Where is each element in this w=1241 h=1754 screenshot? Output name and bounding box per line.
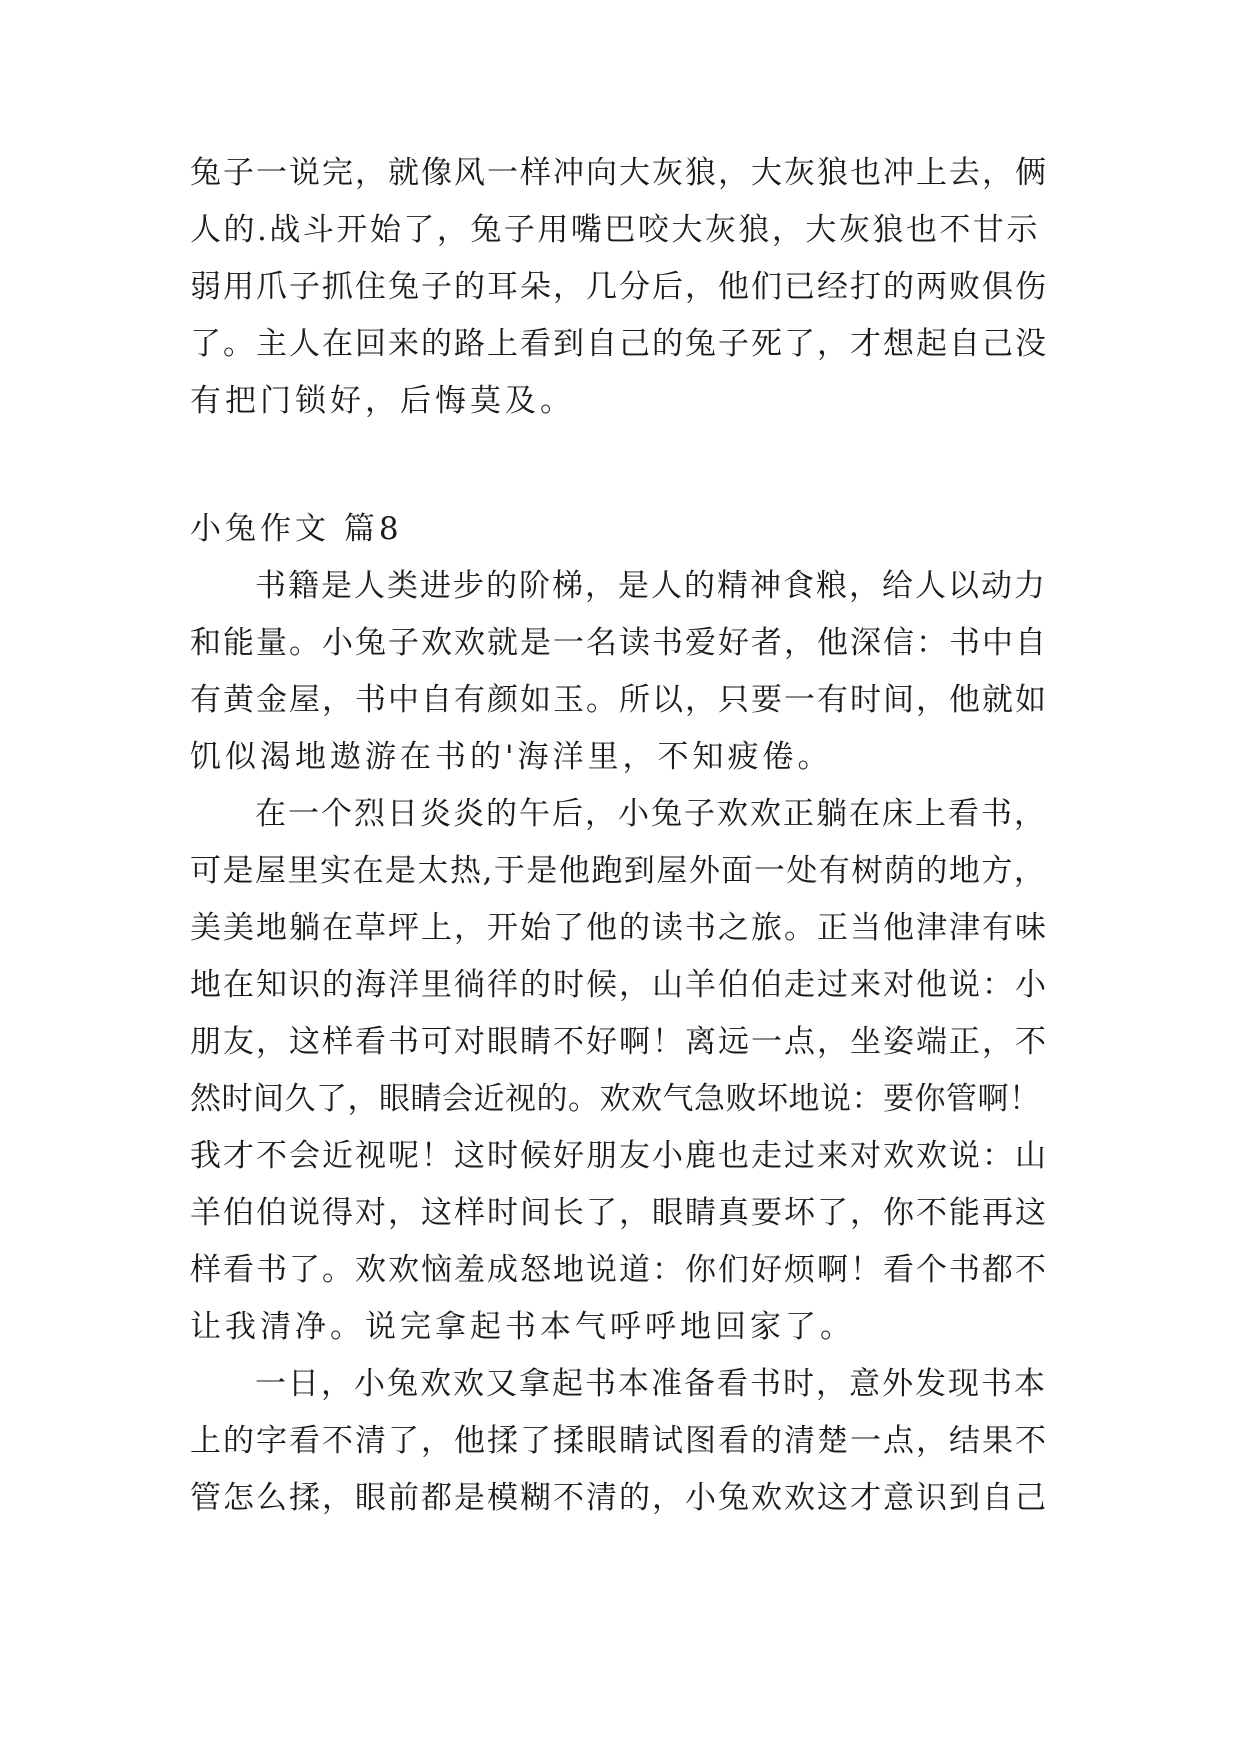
paragraph-line: 上的字看不清了，他揉了揉眼睛试图看的清楚一点，结果不 bbox=[190, 1423, 1048, 1459]
paragraph-line: 兔子一说完，就像风一样冲向大灰狼，大灰狼也冲上去，俩 bbox=[190, 155, 1048, 191]
paragraph-line: 然时间久了，眼睛会近视的。欢欢气急败坏地说：要你管啊！ bbox=[190, 1081, 1041, 1117]
paragraph-line: 样看书了。欢欢恼羞成怒地说道：你们好烦啊！看个书都不 bbox=[190, 1252, 1048, 1288]
section-heading: 小兔作文 篇8 bbox=[190, 511, 403, 547]
paragraph-line: 羊伯伯说得对，这样时间长了，眼睛真要坏了，你不能再这 bbox=[190, 1195, 1048, 1231]
paragraph-line: 可是屋里实在是太热,于是他跑到屋外面一处有树荫的地方， bbox=[190, 853, 1047, 889]
paragraph-line: 饥似渴地遨游在书的'海洋里，不知疲倦。 bbox=[190, 739, 833, 775]
paragraph-line: 有黄金屋，书中自有颜如玉。所以，只要一有时间，他就如 bbox=[190, 682, 1048, 718]
paragraph-line: 有把门锁好，后悔莫及。 bbox=[190, 383, 575, 419]
paragraph-line: 朋友，这样看书可对眼睛不好啊！离远一点，坐姿端正，不 bbox=[190, 1024, 1048, 1060]
paragraph-line: 管怎么揉，眼前都是模糊不清的，小兔欢欢这才意识到自己 bbox=[190, 1480, 1048, 1516]
paragraph-line: 美美地躺在草坪上，开始了他的读书之旅。正当他津津有味 bbox=[190, 910, 1048, 946]
paragraph-line: 书籍是人类进步的阶梯，是人的精神食粮，给人以动力 bbox=[255, 568, 1047, 604]
paragraph-line: 弱用爪子抓住兔子的耳朵，几分后，他们已经打的两败俱伤 bbox=[190, 269, 1048, 305]
paragraph-line: 我才不会近视呢！这时候好朋友小鹿也走过来对欢欢说：山 bbox=[190, 1138, 1048, 1174]
paragraph-line: 在一个烈日炎炎的午后，小兔子欢欢正躺在床上看书， bbox=[255, 796, 1047, 832]
paragraph-line: 地在知识的海洋里徜徉的时候，山羊伯伯走过来对他说：小 bbox=[190, 967, 1048, 1003]
paragraph-line: 让我清净。说完拿起书本气呼呼地回家了。 bbox=[190, 1309, 855, 1345]
paragraph-line: 了。主人在回来的路上看到自己的兔子死了，才想起自己没 bbox=[190, 326, 1048, 362]
paragraph-line: 人的.战斗开始了，兔子用嘴巴咬大灰狼，大灰狼也不甘示 bbox=[190, 212, 1040, 248]
paragraph-line: 一日，小兔欢欢又拿起书本准备看书时，意外发现书本 bbox=[255, 1366, 1047, 1402]
paragraph-line: 和能量。小兔子欢欢就是一名读书爱好者，他深信：书中自 bbox=[190, 625, 1048, 661]
